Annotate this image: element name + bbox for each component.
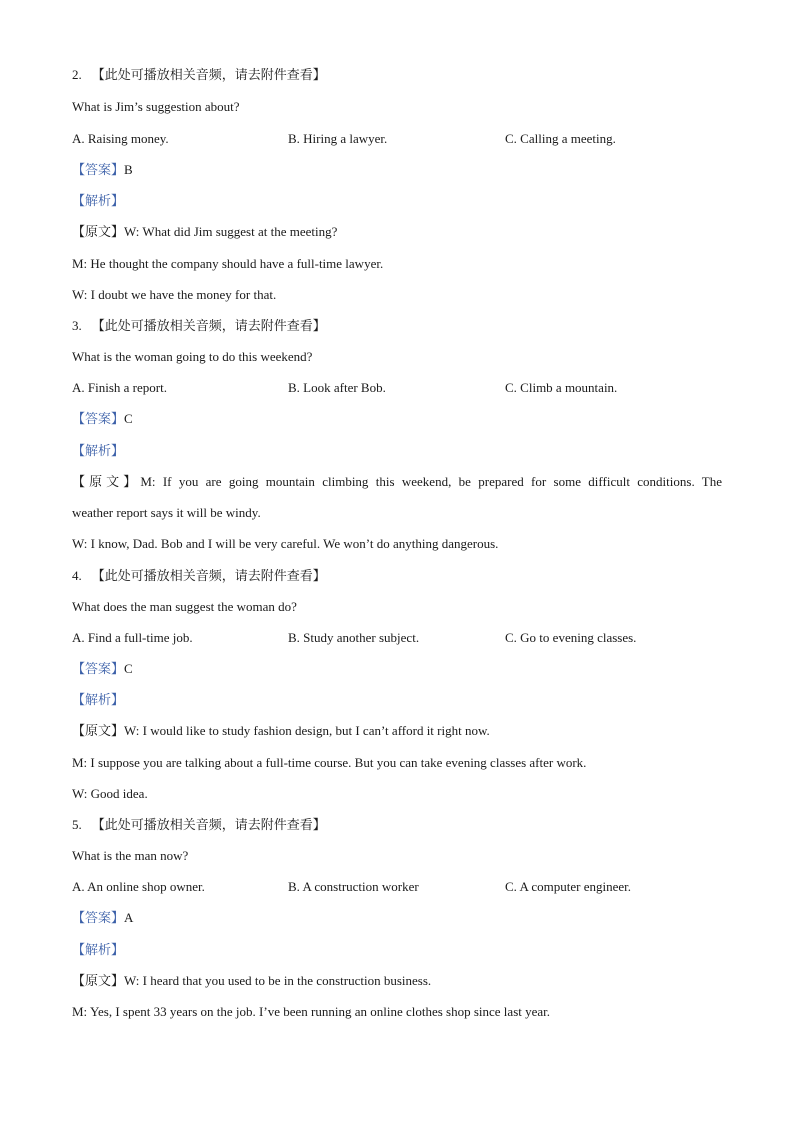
transcript-text: W: I heard that you used to be in the construction business. [124, 973, 432, 988]
option-c: C. Climb a mountain. [505, 380, 618, 395]
question-3-transcript-line-1 [72, 472, 722, 492]
option-a: A. Find a full-time job. [72, 630, 193, 645]
option-b: B. Look after Bob. [288, 380, 386, 395]
question-3-answer [72, 409, 722, 429]
question-number: 5. [72, 817, 82, 832]
analysis-label: 【解析】 [72, 444, 125, 459]
question-3-analysis [72, 441, 722, 461]
option-c: C. Go to evening classes. [505, 630, 637, 645]
answer-label: 【答案】 [72, 163, 125, 178]
audio-note[interactable]: 【此处可播放相关音频，请去附件查看】 [91, 818, 326, 833]
transcript-text: W: What did Jim suggest at the meeting? [124, 224, 338, 239]
question-3-transcript-line-3: W: I know, Dad. Bob and I will be very careful. We won’t do anything dangerous. [72, 536, 499, 551]
analysis-label: 【解析】 [72, 943, 125, 958]
transcript-label: 【原文】 [72, 475, 141, 490]
question-4-transcript-line-2: M: I suppose you are talking about a full-time course. But you can take evening classes after work. [72, 755, 587, 770]
question-4-options [72, 628, 722, 648]
option-b: B. Study another subject. [288, 630, 420, 645]
analysis-label: 【解析】 [72, 194, 125, 209]
answer-label: 【答案】 [72, 412, 125, 427]
transcript-label: 【原文】 [72, 724, 125, 739]
question-5-transcript-line-1 [72, 971, 722, 991]
answer-value: B [124, 162, 133, 177]
option-b: B. A construction worker [288, 879, 419, 894]
question-number: 4. [72, 568, 82, 583]
option-a: A. Raising money. [72, 131, 169, 146]
answer-value: C [124, 661, 133, 676]
answer-value: A [124, 910, 134, 925]
transcript-text: W: I would like to study fashion design, but I can’t afford it right now. [124, 723, 490, 738]
audio-note[interactable]: 【此处可播放相关音频，请去附件查看】 [91, 68, 326, 83]
question-5-options [72, 877, 722, 897]
question-3-text: What is the woman going to do this weekend? [72, 349, 313, 364]
transcript-text: M: If you are going mountain climbing this weekend, be prepared for some difficult conditions. The [140, 474, 722, 489]
analysis-label: 【解析】 [72, 693, 125, 708]
question-2-transcript-line-3: W: I doubt we have the money for that. [72, 287, 277, 302]
question-5-analysis [72, 940, 722, 960]
option-c: C. A computer engineer. [505, 879, 632, 894]
answer-label: 【答案】 [72, 662, 125, 677]
question-2-transcript-line-2: M: He thought the company should have a full-time lawyer. [72, 256, 384, 271]
question-number: 3. [72, 318, 82, 333]
question-2-transcript-line-1 [72, 222, 722, 242]
transcript-label: 【原文】 [72, 974, 125, 989]
question-5-answer [72, 908, 722, 928]
answer-label: 【答案】 [72, 911, 125, 926]
option-a: A. Finish a report. [72, 380, 167, 395]
question-4-header [72, 566, 722, 586]
question-4-analysis [72, 690, 722, 710]
question-3-header [72, 316, 722, 336]
option-a: A. An online shop owner. [72, 879, 205, 894]
question-2-analysis [72, 191, 722, 211]
transcript-label: 【原文】 [72, 225, 125, 240]
answer-value: C [124, 411, 133, 426]
question-5-header [72, 815, 722, 835]
question-5-transcript-line-2: M: Yes, I spent 33 years on the job. I’ve been running an online clothes shop since last year. [72, 1004, 551, 1019]
audio-note[interactable]: 【此处可播放相关音频，请去附件查看】 [91, 569, 326, 584]
question-5-text: What is the man now? [72, 848, 189, 863]
question-4-answer [72, 659, 722, 679]
question-3-options [72, 378, 722, 398]
question-4-transcript-line-1 [72, 721, 722, 741]
question-2-text: What is Jim’s suggestion about? [72, 99, 240, 114]
question-2-header [72, 65, 722, 85]
audio-note[interactable]: 【此处可播放相关音频，请去附件查看】 [91, 319, 326, 334]
question-number: 2. [72, 67, 82, 82]
option-b: B. Hiring a lawyer. [288, 131, 388, 146]
question-4-transcript-line-3: W: Good idea. [72, 786, 148, 801]
question-3-transcript-line-2: weather report says it will be windy. [72, 505, 261, 520]
option-c: C. Calling a meeting. [505, 131, 616, 146]
question-2-options [72, 129, 722, 149]
question-2-answer [72, 160, 722, 180]
question-4-text: What does the man suggest the woman do? [72, 599, 297, 614]
